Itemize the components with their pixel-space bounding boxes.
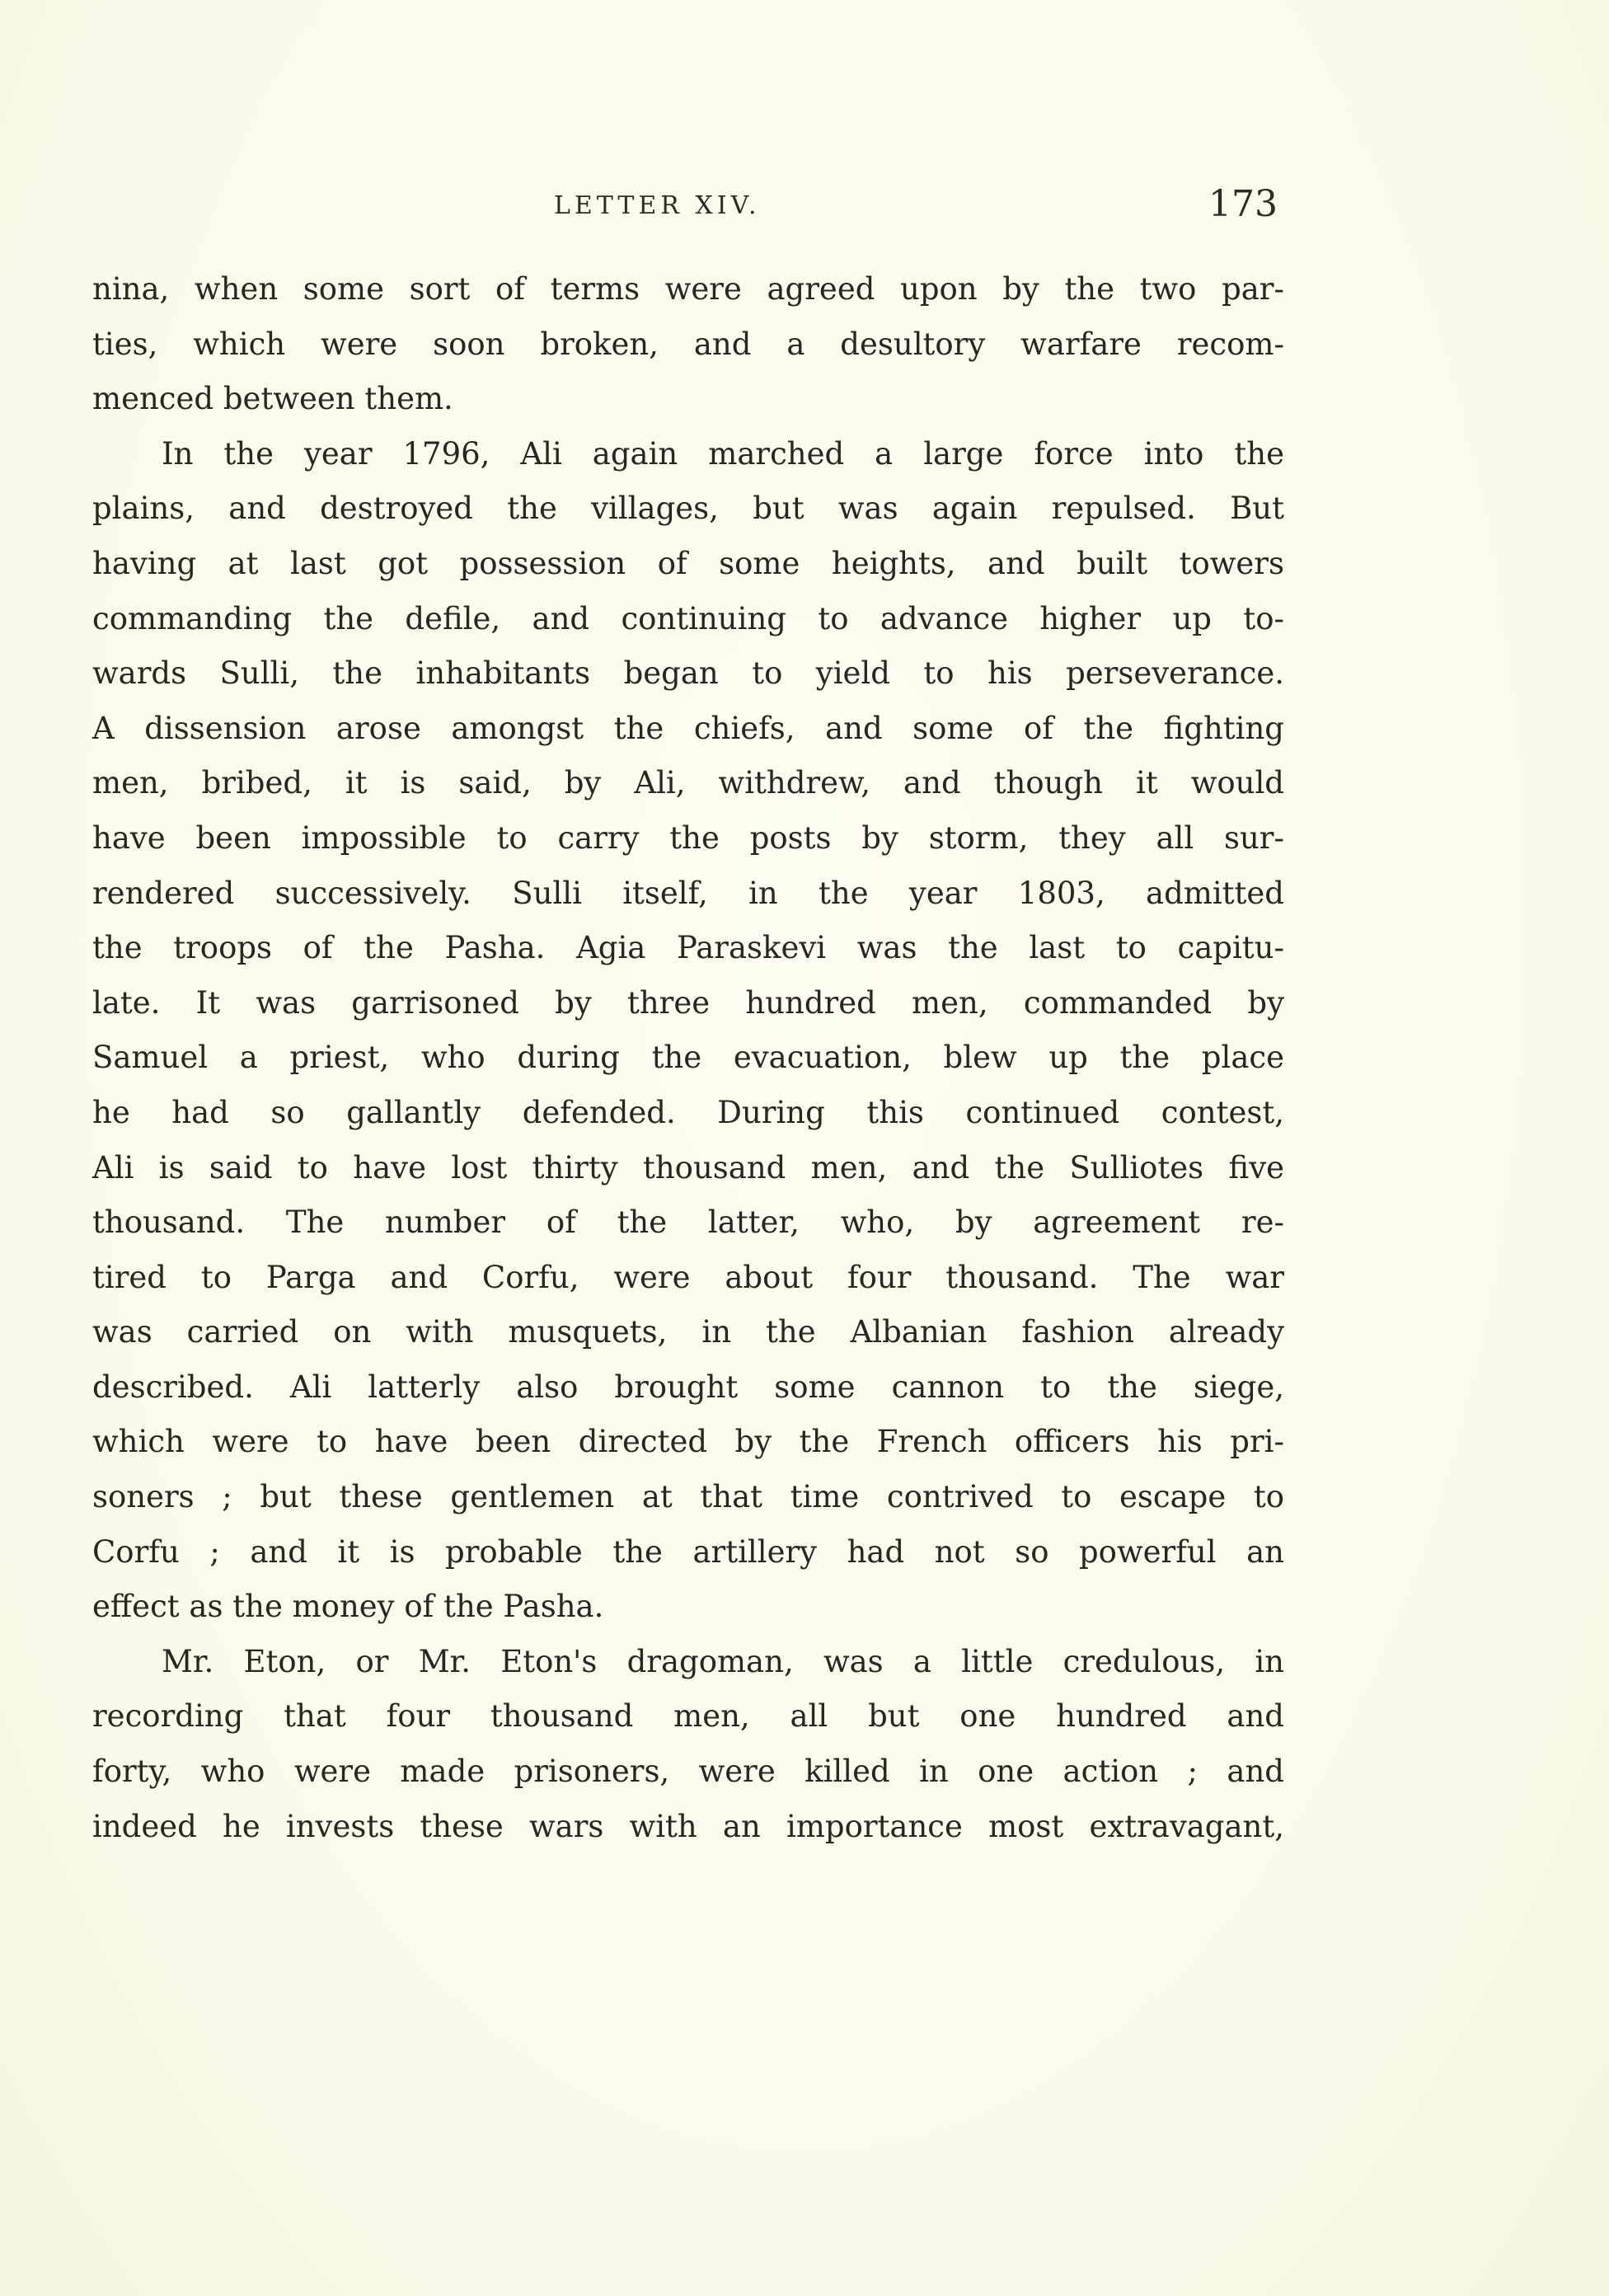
text-line: was carried on with musquets, in the Albanian fashion already xyxy=(92,1314,1284,1350)
text-line: In the year 1796, Ali again marched a large force into the xyxy=(162,435,1284,472)
text-line: ties, which were soon broken, and a desultory warfare recom- xyxy=(92,326,1284,362)
text-line: wards Sulli, the inhabitants began to yield to his perseverance. xyxy=(92,655,1284,692)
text-line: recording that four thousand men, all but one hundred and xyxy=(92,1698,1284,1735)
page-header xyxy=(92,183,1284,232)
text-line: tired to Parga and Corfu, were about four thousand. The war xyxy=(92,1259,1284,1295)
text-line: nina, when some sort of terms were agreed upon by the two par- xyxy=(92,271,1284,307)
text-line: the troops of the Pasha. Agia Paraskevi was the last to capitu- xyxy=(92,930,1284,966)
text-line: having at last got possession of some heights, and built towers xyxy=(92,545,1284,581)
running-title: LETTER XIV. xyxy=(554,191,761,220)
text-line: Ali is said to have lost thirty thousand men, and the Sulliotes five xyxy=(92,1149,1284,1186)
text-line: he had so gallantly defended. During this continued contest, xyxy=(92,1094,1284,1130)
text-line: have been impossible to carry the posts by storm, they all sur- xyxy=(92,819,1284,856)
text-line: soners ; but these gentlemen at that time contrived to escape to xyxy=(92,1479,1284,1515)
text-line: men, bribed, it is said, by Ali, withdrew, and though it would xyxy=(92,765,1284,801)
text-line: effect as the money of the Pasha. xyxy=(92,1589,604,1625)
text-line: commanding the defile, and continuing to advance higher up to- xyxy=(92,600,1284,636)
page-number: 173 xyxy=(1208,183,1278,225)
text-line: indeed he invests these wars with an importance most extravagant, xyxy=(92,1808,1284,1844)
text-line: plains, and destroyed the villages, but was again repulsed. But xyxy=(92,491,1284,527)
text-line: described. Ali latterly also brought some cannon to the siege, xyxy=(92,1369,1284,1405)
text-line: rendered successively. Sulli itself, in the year 1803, admitted xyxy=(92,875,1284,911)
text-line: which were to have been directed by the French officers his pri- xyxy=(92,1424,1284,1460)
text-line: Corfu ; and it is probable the artillery had not so powerful an xyxy=(92,1533,1284,1570)
text-line: menced between them. xyxy=(92,381,453,417)
body-text xyxy=(92,262,1284,1854)
text-line: late. It was garrisoned by three hundred men, commanded by xyxy=(92,984,1284,1021)
text-line: Mr. Eton, or Mr. Eton's dragoman, was a little credulous, in xyxy=(162,1643,1284,1679)
text-line: A dissension arose amongst the chiefs, and some of the fighting xyxy=(92,710,1284,746)
text-line: thousand. The number of the latter, who, by agreement re- xyxy=(92,1204,1284,1241)
text-line: Samuel a priest, who during the evacuation, blew up the place xyxy=(92,1040,1284,1076)
text-line: forty, who were made prisoners, were killed in one action ; and xyxy=(92,1754,1284,1790)
